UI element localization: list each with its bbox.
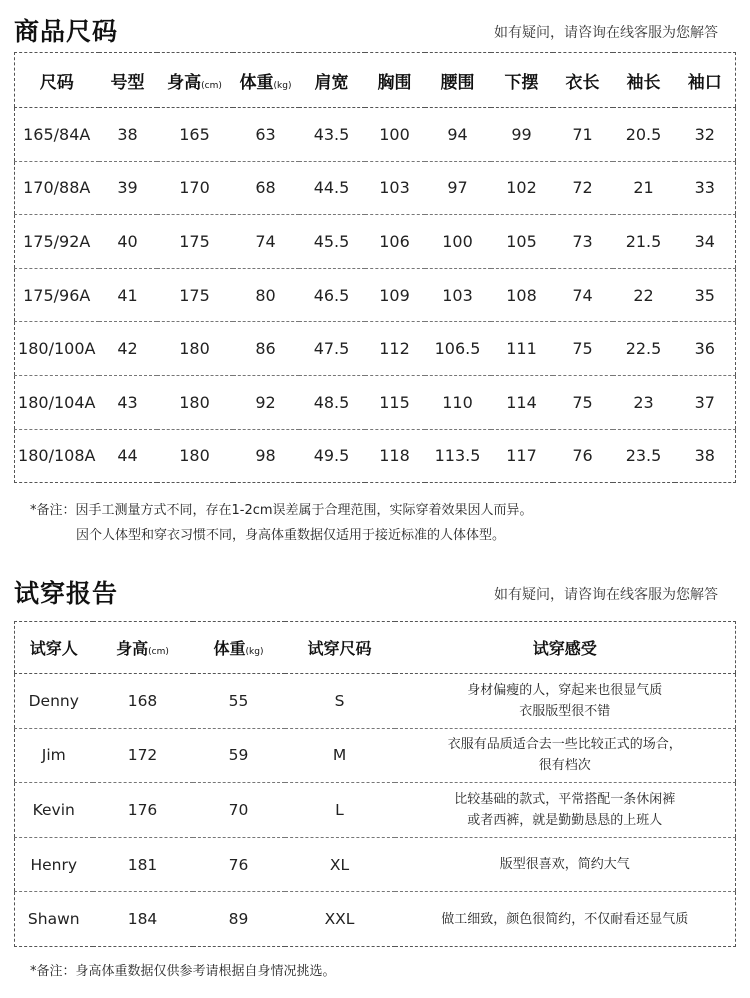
size-section-title: 商品尺码 [14, 17, 119, 46]
col-header-label: 袖口 [687, 72, 722, 93]
size-table-cell: 48.5 [299, 375, 365, 429]
trial-header-row [15, 622, 736, 674]
size-table-cell: 38 [694, 446, 715, 466]
trial-weight-cell: 89 [228, 910, 249, 929]
trial-table-row [15, 837, 736, 892]
size-col-header [491, 53, 553, 108]
trial-table-row [15, 783, 736, 838]
size-table-cell: 106 [365, 215, 425, 269]
size-col-header [15, 53, 99, 108]
trial-weight-cell: 76 [193, 837, 285, 892]
size-table-row [15, 322, 736, 376]
size-table-cell: 92 [233, 375, 299, 429]
size-section-header [0, 12, 750, 52]
size-table-cell: 75 [553, 322, 613, 376]
size-table-cell: 113.5 [434, 446, 481, 466]
size-table-cell: 37 [675, 375, 736, 429]
trial-name-cell: Kevin [15, 783, 93, 838]
col-header-label: 体重 [213, 639, 246, 658]
col-header-label: 试穿尺码 [307, 639, 372, 658]
size-table-cell: 175 [157, 215, 233, 269]
trial-feeling-line: 或者西裤，就是勤勤恳恳的上班人 [467, 812, 663, 828]
size-footnote-line2: 因个人体型和穿衣习惯不同，身高体重数据仅适用于接近标准的人体体型。 [76, 528, 506, 543]
trial-table-row [15, 892, 736, 947]
size-table-cell: 34 [675, 215, 736, 269]
trial-height-cell: 168 [93, 674, 193, 729]
size-table-cell: 118 [379, 446, 410, 466]
size-table-cell: 71 [553, 108, 613, 162]
size-table-cell: 75 [553, 375, 613, 429]
size-col-header [299, 53, 365, 108]
size-table-cell: 99 [491, 108, 553, 162]
col-header-label: 胸围 [377, 72, 412, 93]
size-table-cell: 100 [425, 215, 491, 269]
trial-height-cell: 176 [93, 783, 193, 838]
size-table-cell: 170 [157, 161, 233, 215]
size-table-cell: 165/84A [15, 108, 99, 162]
size-footnote [30, 498, 533, 548]
size-table-cell: 39 [99, 161, 157, 215]
size-table-cell: 23 [613, 375, 675, 429]
size-table-cell: 111 [491, 322, 553, 376]
size-table-cell: 68 [233, 161, 299, 215]
size-col-header [425, 53, 491, 108]
trial-table-row [15, 674, 736, 729]
col-header-label: 体重 [239, 72, 274, 93]
size-table-cell: 175/92A [15, 215, 99, 269]
size-table-cell: 45.5 [299, 215, 365, 269]
size-table-cell: 36 [675, 322, 736, 376]
trial-section-header [0, 574, 750, 614]
size-table-cell: 175 [157, 268, 233, 322]
trial-weight-cell: 70 [193, 783, 285, 838]
trial-name-cell: Jim [15, 728, 93, 783]
size-table-cell: 72 [553, 161, 613, 215]
size-table-cell: 63 [233, 108, 299, 162]
trial-height-cell: 184 [127, 910, 158, 929]
trial-feeling-cell [395, 728, 736, 783]
size-col-header [157, 53, 233, 108]
size-section-help-note: 如有疑问，请咨询在线客服为您解答 [494, 25, 718, 41]
size-table-cell: 108 [491, 268, 553, 322]
size-table-cell: 49.5 [313, 446, 350, 466]
size-table-cell: 23.5 [625, 446, 662, 466]
trial-col-header [193, 622, 285, 674]
size-table-cell: 98 [255, 446, 276, 466]
size-table-cell: 100 [365, 108, 425, 162]
size-table-cell: 94 [425, 108, 491, 162]
trial-feeling-cell [395, 783, 736, 838]
size-table-cell: 112 [365, 322, 425, 376]
col-header-label: 试穿人 [29, 639, 78, 658]
trial-report-table [14, 621, 736, 947]
size-table-cell: 38 [99, 108, 157, 162]
size-table-cell: 117 [506, 446, 537, 466]
trial-weight-cell: 55 [193, 674, 285, 729]
size-table-cell: 170/88A [15, 161, 99, 215]
size-table-cell: 114 [491, 375, 553, 429]
size-table-cell: 22 [613, 268, 675, 322]
trial-feeling-cell [395, 837, 736, 892]
col-header-label: 衣长 [565, 72, 600, 93]
col-header-label: 号型 [110, 72, 145, 93]
col-header-label: 袖长 [626, 72, 661, 93]
size-table-cell: 180/108A [18, 446, 96, 466]
trial-section-help-note: 如有疑问，请咨询在线客服为您解答 [494, 587, 718, 603]
trial-size-cell: L [285, 783, 395, 838]
trial-feeling-line: 衣服有品质适合去一些比较正式的场合， [447, 737, 682, 753]
size-table-cell: 110 [425, 375, 491, 429]
trial-weight-cell: 59 [193, 728, 285, 783]
size-footnote-line1: *备注：因手工测量方式不同，存在1-2cm误差属于合理范围，实际穿着效果因人而异。 [30, 503, 533, 518]
trial-size-cell: XXL [324, 910, 355, 929]
size-table-cell: 43.5 [299, 108, 365, 162]
size-table-cell: 47.5 [299, 322, 365, 376]
size-col-header [233, 53, 299, 108]
size-table-cell: 180 [157, 375, 233, 429]
size-table-cell: 180/100A [15, 322, 99, 376]
col-header-unit: (kg) [245, 647, 264, 657]
size-table-cell: 80 [233, 268, 299, 322]
trial-height-cell: 172 [93, 728, 193, 783]
trial-footnote: *备注：身高体重数据仅供参考请根据自身情况挑选。 [30, 964, 336, 979]
trial-col-header [395, 622, 736, 674]
col-header-label: 腰围 [440, 72, 475, 93]
size-table-cell: 102 [491, 161, 553, 215]
size-table-cell: 76 [572, 446, 593, 466]
size-table-cell: 74 [233, 215, 299, 269]
size-table-row [15, 429, 736, 483]
col-header-label: 下摆 [504, 72, 539, 93]
size-col-header [613, 53, 675, 108]
size-table-cell: 46.5 [299, 268, 365, 322]
trial-size-cell: XL [285, 837, 395, 892]
size-table-cell: 35 [675, 268, 736, 322]
size-col-header [675, 53, 736, 108]
col-header-label: 试穿感受 [532, 639, 597, 658]
col-header-unit: (cm) [201, 80, 222, 91]
size-table-cell: 41 [99, 268, 157, 322]
size-table-cell: 73 [553, 215, 613, 269]
col-header-label: 身高 [116, 639, 149, 658]
trial-section-title: 试穿报告 [14, 579, 119, 608]
trial-height-cell: 181 [93, 837, 193, 892]
trial-feeling-cell [395, 892, 736, 947]
size-table-cell: 42 [99, 322, 157, 376]
size-table-cell: 180 [157, 322, 233, 376]
trial-size-cell: S [285, 674, 395, 729]
size-table-cell: 180 [179, 446, 210, 466]
size-table-cell: 43 [99, 375, 157, 429]
size-table-cell: 109 [365, 268, 425, 322]
size-table-cell: 21.5 [613, 215, 675, 269]
trial-col-header [93, 622, 193, 674]
trial-name-cell: Henry [15, 837, 93, 892]
size-table-cell: 175/96A [15, 268, 99, 322]
trial-feeling-line: 比较基础的款式，平常搭配一条休闲裤 [454, 791, 676, 807]
size-table-cell: 115 [365, 375, 425, 429]
trial-table-row [15, 728, 736, 783]
trial-feeling-line: 衣服版型很不错 [519, 703, 611, 719]
col-header-unit: (kg) [273, 80, 292, 91]
size-table-cell: 32 [675, 108, 736, 162]
trial-feeling-line: 版型很喜欢，简约大气 [499, 857, 630, 873]
size-table-cell: 20.5 [613, 108, 675, 162]
size-col-header [365, 53, 425, 108]
trial-col-header [285, 622, 395, 674]
size-table-cell: 180/104A [15, 375, 99, 429]
size-table-cell: 33 [675, 161, 736, 215]
col-header-label: 尺码 [39, 72, 74, 93]
size-table-cell: 165 [157, 108, 233, 162]
size-table-cell: 97 [425, 161, 491, 215]
size-table-cell: 86 [233, 322, 299, 376]
trial-feeling-line: 做工细致，颜色很简约，不仅耐看还显气质 [441, 911, 689, 927]
size-table-cell: 40 [99, 215, 157, 269]
size-table-cell: 44.5 [299, 161, 365, 215]
col-header-unit: (cm) [148, 647, 169, 657]
col-header-label: 肩宽 [314, 72, 349, 93]
size-table-cell: 106.5 [425, 322, 491, 376]
size-table-cell: 74 [553, 268, 613, 322]
size-table-cell: 103 [365, 161, 425, 215]
size-col-header [99, 53, 157, 108]
size-chart-table [14, 52, 736, 483]
size-table-cell: 103 [425, 268, 491, 322]
trial-feeling-cell [395, 674, 736, 729]
trial-name-cell: Shawn [27, 910, 80, 929]
trial-feeling-line: 很有档次 [538, 758, 591, 774]
trial-name-cell: Denny [15, 674, 93, 729]
size-header-row [15, 53, 736, 108]
size-table-row [15, 375, 736, 429]
trial-col-header [15, 622, 93, 674]
size-table-cell: 105 [491, 215, 553, 269]
size-table-row [15, 108, 736, 162]
size-table-row [15, 215, 736, 269]
col-header-label: 身高 [167, 72, 202, 93]
size-table-cell: 22.5 [613, 322, 675, 376]
size-table-row [15, 161, 736, 215]
trial-size-cell: M [285, 728, 395, 783]
size-table-cell: 21 [613, 161, 675, 215]
size-table-cell: 44 [117, 446, 138, 466]
trial-feeling-line: 身材偏瘦的人，穿起来也很显气质 [467, 682, 663, 698]
size-table-row [15, 268, 736, 322]
size-col-header [553, 53, 613, 108]
